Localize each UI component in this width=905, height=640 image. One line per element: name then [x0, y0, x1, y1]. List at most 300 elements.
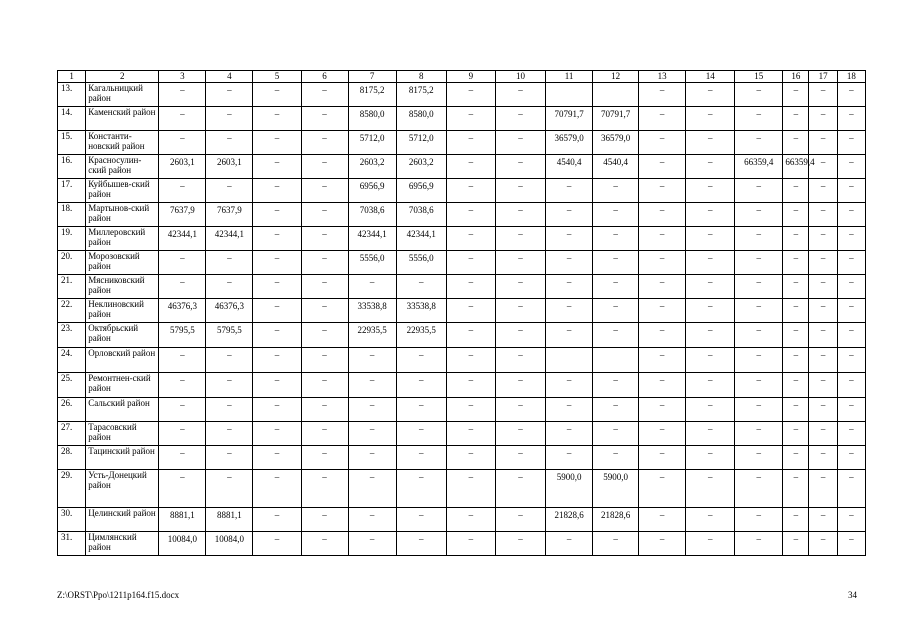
table-cell: – — [686, 470, 735, 508]
table-cell: – — [159, 422, 206, 446]
table-cell: – — [495, 227, 545, 251]
table-cell: – — [348, 398, 396, 422]
table-cell: 7637,9 — [206, 203, 253, 227]
table-cell: – — [301, 275, 348, 299]
table-cell: – — [301, 251, 348, 275]
table-cell: – — [639, 107, 686, 131]
column-header: 10 — [495, 71, 545, 83]
table-cell: – — [837, 398, 865, 422]
table-cell: – — [206, 131, 253, 155]
table-cell: – — [495, 179, 545, 203]
table-cell: – — [159, 470, 206, 508]
table-cell: – — [735, 227, 783, 251]
table-cell: – — [809, 398, 837, 422]
row-number: 14. — [58, 107, 86, 131]
table-cell: 36579,0 — [546, 131, 593, 155]
table-cell: 6956,9 — [396, 179, 446, 203]
table-cell: – — [783, 251, 809, 275]
table-cell: – — [809, 323, 837, 348]
table-cell: – — [686, 107, 735, 131]
table-cell: – — [253, 299, 301, 323]
table-cell: – — [495, 275, 545, 299]
table-cell: – — [686, 251, 735, 275]
table-cell: – — [253, 155, 301, 179]
table-cell: – — [253, 83, 301, 107]
table-cell: – — [546, 422, 593, 446]
table-cell: – — [446, 131, 495, 155]
table-cell: – — [837, 323, 865, 348]
table-cell: – — [159, 275, 206, 299]
table-cell: – — [593, 398, 639, 422]
table-cell: – — [301, 508, 348, 532]
row-number: 31. — [58, 532, 86, 556]
table-cell: – — [837, 299, 865, 323]
district-name: Каменский район — [86, 107, 159, 131]
district-name: Куйбышев-ский район — [86, 179, 159, 203]
table-cell: – — [783, 446, 809, 470]
table-cell: 42344,1 — [206, 227, 253, 251]
table-cell: – — [639, 348, 686, 373]
table-cell: – — [783, 470, 809, 508]
table-cell: 42344,1 — [396, 227, 446, 251]
table-cell: – — [446, 203, 495, 227]
district-name: Целинский район — [86, 508, 159, 532]
table-row — [58, 446, 866, 470]
table-cell: – — [348, 508, 396, 532]
table-cell: – — [809, 470, 837, 508]
district-name: Цимлянский район — [86, 532, 159, 556]
table-cell: – — [783, 299, 809, 323]
table-cell: – — [253, 131, 301, 155]
district-name: Миллеровский район — [86, 227, 159, 251]
table-cell: – — [735, 323, 783, 348]
table-cell: – — [837, 532, 865, 556]
row-number: 30. — [58, 508, 86, 532]
table-cell: 5556,0 — [348, 251, 396, 275]
table-cell: – — [593, 251, 639, 275]
table-cell: – — [735, 299, 783, 323]
table-cell: – — [495, 323, 545, 348]
table-cell: – — [546, 299, 593, 323]
table-cell: – — [206, 422, 253, 446]
row-number: 21. — [58, 275, 86, 299]
district-name: Константи-новский район — [86, 131, 159, 155]
table-cell: – — [639, 179, 686, 203]
table-cell: – — [446, 508, 495, 532]
table-cell: – — [735, 470, 783, 508]
table-cell: – — [253, 508, 301, 532]
table-cell: – — [446, 532, 495, 556]
table-cell: – — [495, 446, 545, 470]
table-cell: – — [546, 275, 593, 299]
row-number: 29. — [58, 470, 86, 508]
table-cell: – — [593, 323, 639, 348]
table-cell: – — [593, 179, 639, 203]
table-cell: 46376,3 — [206, 299, 253, 323]
table-cell: – — [686, 508, 735, 532]
table-row — [58, 203, 866, 227]
table-cell: – — [253, 251, 301, 275]
table-cell: – — [159, 348, 206, 373]
table-row — [58, 251, 866, 275]
table-cell: 5712,0 — [348, 131, 396, 155]
table-cell: 22935,5 — [396, 323, 446, 348]
table-cell: – — [446, 83, 495, 107]
table-cell — [546, 83, 593, 107]
table-cell: – — [783, 348, 809, 373]
data-table — [57, 70, 866, 556]
table-cell: – — [301, 83, 348, 107]
table-cell: – — [686, 203, 735, 227]
table-cell: – — [348, 532, 396, 556]
table-cell: – — [546, 373, 593, 398]
table-cell: – — [837, 422, 865, 446]
table-cell: – — [686, 323, 735, 348]
table-cell: 70791,7 — [546, 107, 593, 131]
table-cell: – — [809, 275, 837, 299]
row-number: 25. — [58, 373, 86, 398]
table-cell: – — [159, 446, 206, 470]
table-cell: – — [206, 373, 253, 398]
table-cell: – — [639, 323, 686, 348]
table-cell: 5795,5 — [159, 323, 206, 348]
district-name: Сальский район — [86, 398, 159, 422]
table-cell: – — [593, 446, 639, 470]
table-cell: 2603,2 — [396, 155, 446, 179]
table-cell: – — [206, 107, 253, 131]
column-header: 4 — [206, 71, 253, 83]
table-cell: – — [396, 422, 446, 446]
table-cell: – — [783, 131, 809, 155]
table-cell: – — [446, 446, 495, 470]
table-row — [58, 299, 866, 323]
table-cell: – — [735, 179, 783, 203]
table-cell: – — [783, 422, 809, 446]
row-number: 24. — [58, 348, 86, 373]
table-cell: – — [639, 532, 686, 556]
table-cell: – — [639, 227, 686, 251]
table-cell: – — [396, 446, 446, 470]
table-cell: 8881,1 — [159, 508, 206, 532]
table-cell: 5556,0 — [396, 251, 446, 275]
column-header: 14 — [686, 71, 735, 83]
table-cell: – — [206, 275, 253, 299]
table-cell: 7038,6 — [348, 203, 396, 227]
table-cell: – — [735, 275, 783, 299]
table-row — [58, 131, 866, 155]
column-header: 16 — [783, 71, 809, 83]
row-number: 18. — [58, 203, 86, 227]
table-cell: – — [686, 373, 735, 398]
table-cell: – — [206, 398, 253, 422]
table-cell: – — [546, 446, 593, 470]
table-cell: – — [837, 251, 865, 275]
column-header: 11 — [546, 71, 593, 83]
table-cell: – — [495, 422, 545, 446]
table-cell: – — [639, 373, 686, 398]
table-cell: – — [639, 508, 686, 532]
table-cell: – — [837, 227, 865, 251]
table-cell: – — [783, 83, 809, 107]
table-cell: – — [301, 422, 348, 446]
table-cell: – — [301, 203, 348, 227]
table-cell: – — [735, 131, 783, 155]
table-cell: – — [783, 373, 809, 398]
table-cell: – — [446, 299, 495, 323]
table-row — [58, 373, 866, 398]
row-number: 17. — [58, 179, 86, 203]
table-cell: – — [206, 446, 253, 470]
table-cell: – — [837, 446, 865, 470]
table-cell: – — [546, 179, 593, 203]
table-cell: – — [495, 532, 545, 556]
column-header: 15 — [735, 71, 783, 83]
table-cell: – — [301, 532, 348, 556]
district-name: Ремонтнен-ский район — [86, 373, 159, 398]
table-cell: – — [783, 323, 809, 348]
table-cell: 8175,2 — [396, 83, 446, 107]
row-number: 16. — [58, 155, 86, 179]
table-cell: – — [495, 131, 545, 155]
district-name: Орловский район — [86, 348, 159, 373]
table-cell: – — [837, 275, 865, 299]
table-cell: – — [253, 107, 301, 131]
table-cell: – — [783, 179, 809, 203]
table-cell: – — [837, 155, 865, 179]
table-cell: – — [686, 227, 735, 251]
table-cell: – — [809, 508, 837, 532]
table-cell: – — [735, 348, 783, 373]
column-header: 7 — [348, 71, 396, 83]
table-cell: – — [809, 446, 837, 470]
table-cell: – — [159, 398, 206, 422]
table-cell: – — [735, 508, 783, 532]
table-cell: – — [446, 179, 495, 203]
table-cell: – — [348, 348, 396, 373]
column-header: 17 — [809, 71, 837, 83]
table-cell: – — [686, 348, 735, 373]
table-cell: – — [639, 83, 686, 107]
table-cell: – — [495, 83, 545, 107]
table-cell: – — [639, 251, 686, 275]
table-cell: – — [686, 131, 735, 155]
table-row — [58, 83, 866, 107]
table-cell: – — [639, 275, 686, 299]
table-cell: – — [809, 251, 837, 275]
table-cell: – — [686, 275, 735, 299]
table-cell: 66359,4 — [783, 155, 809, 179]
table-cell: – — [253, 532, 301, 556]
table-cell: – — [639, 155, 686, 179]
table-cell: – — [396, 508, 446, 532]
table-cell: – — [809, 107, 837, 131]
table-cell: 5900,0 — [593, 470, 639, 508]
table-cell: – — [593, 299, 639, 323]
table-cell: – — [809, 83, 837, 107]
table-cell: – — [159, 373, 206, 398]
table-cell: – — [809, 179, 837, 203]
table-cell: – — [301, 107, 348, 131]
table-cell: – — [446, 373, 495, 398]
column-header: 12 — [593, 71, 639, 83]
table-cell: – — [159, 83, 206, 107]
table-cell: 66359,4 — [735, 155, 783, 179]
table-cell: – — [253, 398, 301, 422]
table-cell: – — [348, 422, 396, 446]
table-cell: – — [639, 131, 686, 155]
table-cell: – — [301, 348, 348, 373]
table-cell: – — [301, 373, 348, 398]
table-cell: 2603,2 — [348, 155, 396, 179]
table-cell: – — [546, 532, 593, 556]
table-cell: – — [735, 251, 783, 275]
table-body — [58, 83, 866, 556]
district-name: Тарасовский район — [86, 422, 159, 446]
table-cell: – — [837, 348, 865, 373]
table-cell: – — [639, 203, 686, 227]
table-cell: – — [396, 398, 446, 422]
table-cell: – — [837, 131, 865, 155]
table-cell: 5900,0 — [546, 470, 593, 508]
table-cell: – — [253, 203, 301, 227]
table-cell: 4540,4 — [546, 155, 593, 179]
table-cell: – — [686, 83, 735, 107]
table-cell: – — [206, 179, 253, 203]
row-number: 20. — [58, 251, 86, 275]
table-cell: – — [159, 179, 206, 203]
table-cell: – — [446, 107, 495, 131]
table-cell: – — [639, 470, 686, 508]
table-cell: – — [301, 398, 348, 422]
table-cell: – — [837, 373, 865, 398]
table-cell — [546, 348, 593, 373]
table-cell: – — [446, 422, 495, 446]
table-cell: – — [686, 422, 735, 446]
table-cell: 10084,0 — [206, 532, 253, 556]
table-cell: – — [206, 348, 253, 373]
row-number: 13. — [58, 83, 86, 107]
table-cell: – — [809, 203, 837, 227]
table-cell: – — [396, 532, 446, 556]
table-cell: – — [593, 373, 639, 398]
table-cell: – — [837, 83, 865, 107]
table-cell: 7038,6 — [396, 203, 446, 227]
district-name: Красносулин-ский район — [86, 155, 159, 179]
table-cell: – — [301, 227, 348, 251]
table-cell: – — [546, 227, 593, 251]
table-cell: – — [735, 422, 783, 446]
table-cell: – — [639, 446, 686, 470]
table-cell: 6956,9 — [348, 179, 396, 203]
table-row — [58, 227, 866, 251]
table-cell: 8881,1 — [206, 508, 253, 532]
table-cell: 21828,6 — [593, 508, 639, 532]
table-cell: – — [495, 203, 545, 227]
column-header: 9 — [446, 71, 495, 83]
column-header: 2 — [86, 71, 159, 83]
table-cell: 36579,0 — [593, 131, 639, 155]
table-cell: – — [735, 203, 783, 227]
table-cell: 7637,9 — [159, 203, 206, 227]
table-cell: – — [301, 299, 348, 323]
table-cell: – — [206, 83, 253, 107]
table-cell: 70791,7 — [593, 107, 639, 131]
table-cell: – — [639, 422, 686, 446]
table-cell: – — [446, 323, 495, 348]
footer-file-path: Z:\ORST\Ppo\1211p164.f15.docx — [57, 590, 180, 600]
table-cell: – — [301, 470, 348, 508]
table-cell: – — [495, 470, 545, 508]
table-cell: – — [253, 227, 301, 251]
table-cell: – — [348, 446, 396, 470]
table-cell: – — [495, 373, 545, 398]
table-cell — [593, 348, 639, 373]
table-cell: – — [809, 422, 837, 446]
table-cell: – — [546, 323, 593, 348]
table-cell: – — [301, 155, 348, 179]
table-cell: – — [495, 508, 545, 532]
table-cell: – — [686, 398, 735, 422]
table-cell: – — [396, 348, 446, 373]
table-cell: – — [206, 251, 253, 275]
table-cell: – — [686, 532, 735, 556]
column-header: 8 — [396, 71, 446, 83]
table-cell: 2603,1 — [159, 155, 206, 179]
table-cell: 8580,0 — [396, 107, 446, 131]
table-cell: – — [495, 107, 545, 131]
table-cell: – — [446, 398, 495, 422]
row-number: 15. — [58, 131, 86, 155]
table-cell: – — [783, 107, 809, 131]
table-cell: – — [396, 373, 446, 398]
table-cell: – — [546, 203, 593, 227]
table-cell: – — [396, 275, 446, 299]
row-number: 28. — [58, 446, 86, 470]
table-cell: – — [495, 348, 545, 373]
table-row — [58, 422, 866, 446]
table-cell: 42344,1 — [159, 227, 206, 251]
table-cell: – — [783, 203, 809, 227]
table-cell: – — [159, 131, 206, 155]
column-header: 18 — [837, 71, 865, 83]
table-row — [58, 348, 866, 373]
table-cell: – — [446, 251, 495, 275]
row-number: 23. — [58, 323, 86, 348]
table-cell: – — [837, 179, 865, 203]
table-row — [58, 398, 866, 422]
table-cell: – — [253, 179, 301, 203]
table-row — [58, 508, 866, 532]
table-cell: – — [783, 532, 809, 556]
table-cell: 5795,5 — [206, 323, 253, 348]
district-name: Усть-Донецкий район — [86, 470, 159, 508]
table-cell — [593, 83, 639, 107]
table-cell: – — [446, 348, 495, 373]
table-cell: – — [495, 251, 545, 275]
row-number: 19. — [58, 227, 86, 251]
table-cell: 33538,8 — [396, 299, 446, 323]
table-cell: – — [735, 373, 783, 398]
table-cell: 4540,4 — [593, 155, 639, 179]
table-cell: – — [446, 470, 495, 508]
table-cell: – — [348, 275, 396, 299]
table-cell: 2603,1 — [206, 155, 253, 179]
row-number: 26. — [58, 398, 86, 422]
table-cell: – — [735, 532, 783, 556]
table-cell: – — [593, 275, 639, 299]
table-row — [58, 532, 866, 556]
table-cell: – — [546, 398, 593, 422]
